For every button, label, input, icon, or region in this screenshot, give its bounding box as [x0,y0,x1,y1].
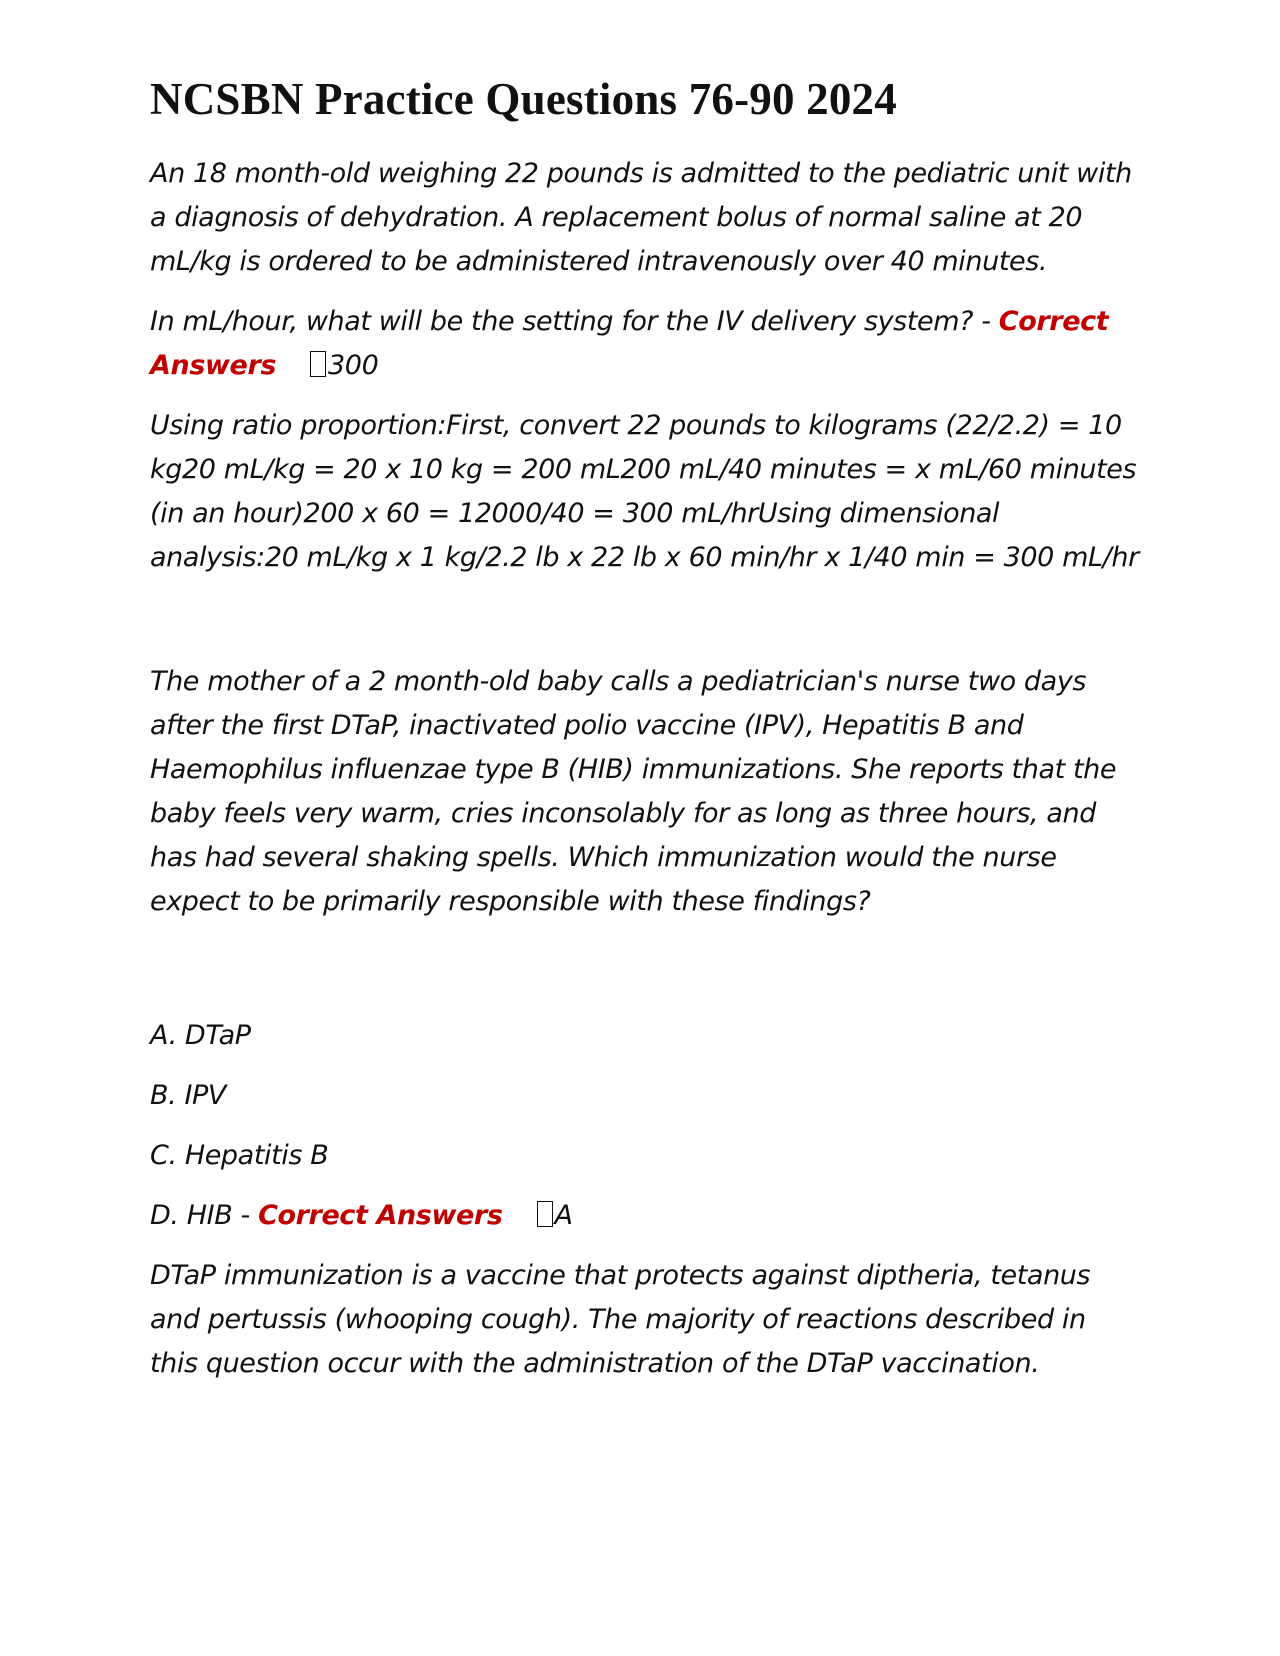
question-1-answer: 300 [328,350,379,381]
option-d [150,1194,1140,1238]
question-1-text: In mL/hour, what will be the setting for the IV delivery system? - [150,306,991,337]
question-1-prompt [150,300,1140,388]
option-a: A. DTaP [150,1020,251,1051]
question-1-explanation: Using ratio proportion:First, convert 22 pounds to kilograms (22/2.2) = 10 kg20 mL/kg = 20 x 10 kg = 200 mL200 mL/40 minutes = x mL/60 minutes (in an hour)200 x 60 = 12000/40 = 300 mL/hrUsing dimensional analysis:20 mL/kg x 1 kg/2.2 lb x 22 lb x 60 min/hr x 1/40 min = 300 mL/hr [150,410,1139,573]
question-2-answer: A [554,1200,573,1231]
option-b: B. IPV [150,1080,227,1111]
question-1-stem: An 18 month-old weighing 22 pounds is admitted to the pediatric unit with a diagnosis of dehydration. A replacement bolus of normal saline at 20 mL/kg is ordered to be administered intravenously over 40 minutes. [150,158,1132,277]
question-2-stem: The mother of a 2 month-old baby calls a pediatrician's nurse two days after the first DTaP, inactivated polio vaccine (IPV), Hepatitis B and Haemophilus influenzae type B (HIB) immunizations. She reports that the baby feels very warm, cries inconsolably for as long as three hours, and has had several shaking spells. Which immunization would the nurse expect to be primarily responsible with these findings? [150,666,1117,917]
missing-glyph-box-icon [537,1201,553,1227]
spacer [150,596,1140,660]
page-title: NCSBN Practice Questions 76-90 2024 [150,74,897,124]
document-page [150,72,1140,1402]
option-d-text: D. HIB - [150,1200,250,1231]
spacer [150,940,1140,1014]
missing-glyph-box-icon [310,351,326,377]
option-c: C. Hepatitis B [150,1140,329,1171]
question-2-explanation: DTaP immunization is a vaccine that protects against diptheria, tetanus and pertussis (whooping cough). The majority of reactions described in this question occur with the administration of the DTaP vaccination. [150,1260,1091,1379]
correct-answers-label: Correct Answers [258,1200,503,1231]
correct-answers-label: Correct Answers [150,306,1109,381]
